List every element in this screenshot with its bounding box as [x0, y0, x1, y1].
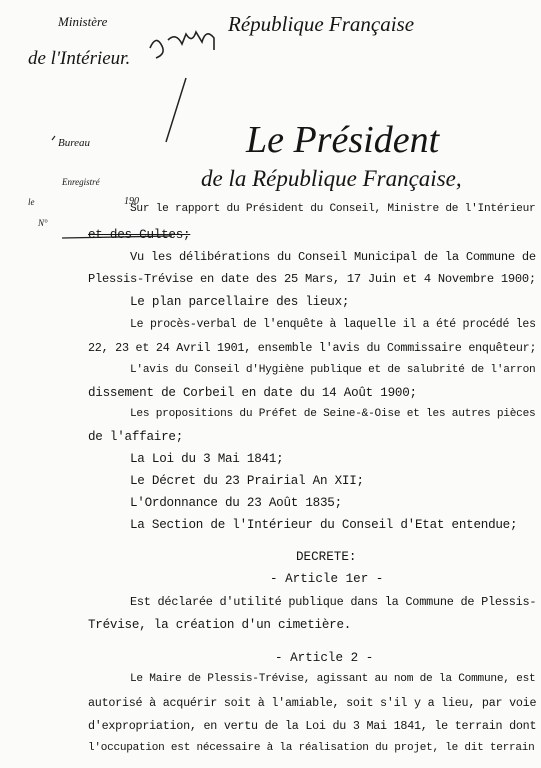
article-1-heading: - Article 1er -: [270, 572, 384, 586]
article-2-line: autorisé à acquérir soit à l'amiable, soit s'il y a lieu, par voie: [88, 696, 537, 710]
article-1-line: Est déclarée d'utilité publique dans la Commune de Plessis-: [130, 595, 537, 609]
body-line: Les propositions du Préfet de Seine-&-Oise et les autres pièces: [130, 408, 536, 420]
signature: [150, 32, 214, 58]
body-line: Le plan parcellaire des lieux;: [130, 295, 350, 309]
year-prefix: 190: [124, 196, 139, 207]
bureau-label: Bureau: [58, 137, 90, 149]
body-line: Sur le rapport du Président du Conseil, Ministre de l'Intérieur: [130, 203, 536, 215]
article-1-line: Trévise, la création d'un cimetière.: [88, 618, 352, 632]
body-line: Le procès-verbal de l'enquête à laquelle il a été procédé les: [130, 318, 536, 331]
bureau-tick: [52, 136, 55, 140]
ministry-line-1: Ministère: [58, 14, 108, 29]
body-line: Plessis-Trévise en date des 25 Mars, 17 Juin et 4 Novembre 1900;: [88, 272, 536, 286]
article-2-line: d'expropriation, en vertu de la Loi du 3 Mai 1841, le terrain dont: [88, 719, 537, 733]
body-line: de l'affaire;: [88, 430, 183, 444]
body-line: L'avis du Conseil d'Hygiène publique et de salubrité de l'arron: [130, 364, 536, 376]
body-line: La Loi du 3 Mai 1841;: [130, 452, 284, 466]
president-subtitle: de la République Française,: [201, 166, 462, 191]
body-line: 22, 23 et 24 Avril 1901, ensemble l'avis du Commissaire enquêteur;: [88, 341, 537, 355]
ministry-line-2: de l'Intérieur.: [28, 48, 131, 69]
body-line: Vu les délibérations du Conseil Municipal de la Commune de: [130, 250, 536, 264]
republic-heading: République Française: [228, 12, 415, 36]
decrete-heading: DECRETE:: [296, 550, 357, 564]
article-2-line: Le Maire de Plessis-Trévise, agissant au nom de la Commune, est: [130, 673, 536, 685]
body-line: Le Décret du 23 Prairial An XII;: [130, 474, 364, 488]
article-2-heading: - Article 2 -: [275, 651, 374, 665]
date-le-label: le: [28, 197, 35, 207]
numero-label: N°: [38, 218, 48, 228]
body-line: La Section de l'Intérieur du Conseil d'Etat entendue;: [130, 518, 518, 532]
enregistre-label: Enregistré: [62, 177, 100, 187]
president-title: Le Président: [246, 119, 440, 161]
hand-stroke: [166, 78, 186, 142]
article-2-line: l'occupation est nécessaire à la réalisation du projet, le dit terrain: [88, 742, 535, 754]
body-line: et des Cultes;: [88, 228, 191, 242]
body-line: dissement de Corbeil en date du 14 Août 1900;: [88, 386, 417, 400]
body-line: L'Ordonnance du 23 Août 1835;: [130, 496, 342, 510]
